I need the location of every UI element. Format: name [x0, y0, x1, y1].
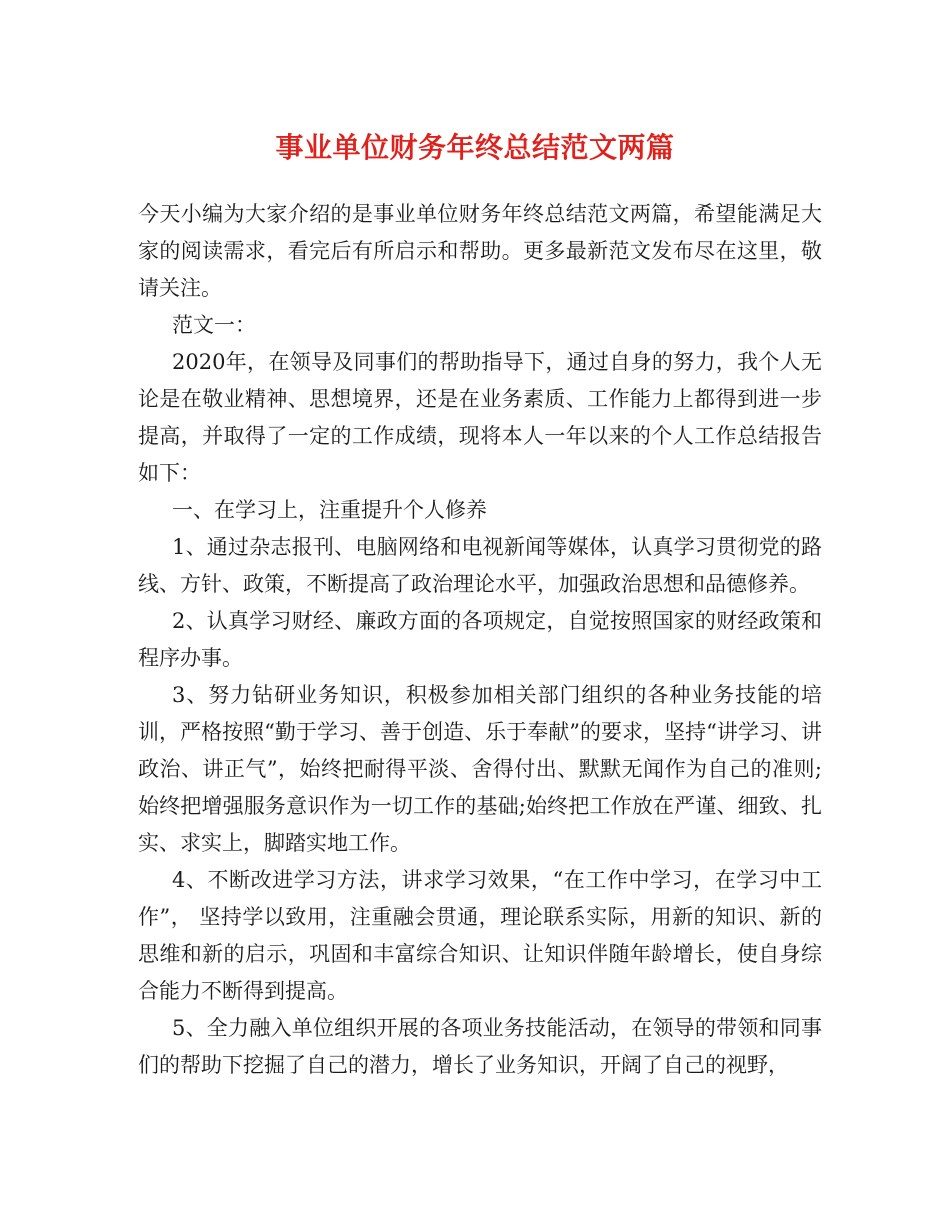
- sample-one-heading: 范文一：: [172, 313, 256, 337]
- list-item-5: 5、全力融入单位组织开展的各项业务技能活动，在领导的带领和同事们的帮助下挖掘了自己的潜力，增长了业务知识，开阔了自己的视野，: [138, 1016, 822, 1077]
- list-item-3: 3、努力钻研业务知识，积极参加相关部门组织的各种业务技能的培训，严格按照“勤于学习、善于创造、乐于奉献”的要求，坚持“讲学习、讲政治、讲正气”，始终把耐得平淡、舍得付出、默默无闻作为自己的准则;始终把增强服务意识作为一切工作的基础;始终把工作放在严谨、细致、扎实、求实上，脚踏实地工作。: [138, 683, 822, 855]
- section-heading: 一、在学习上，注重提升个人修养: [172, 498, 487, 522]
- list-item-2: 2、认真学习财经、廉政方面的各项规定，自觉按照国家的财经政策和程序办事。: [138, 609, 822, 670]
- document-title: 事业单位财务年终总结范文两篇: [275, 131, 675, 164]
- intro-paragraph: 今天小编为大家介绍的是事业单位财务年终总结范文两篇，希望能满足大家的阅读需求，看完后有所启示和帮助。更多最新范文发布尽在这里，敬请关注。: [138, 202, 822, 300]
- body-paragraph: 2020年，在领导及同事们的帮助指导下，通过自身的努力，我个人无论是在敬业精神、思想境界，还是在业务素质、工作能力上都得到进一步提高，并取得了一定的工作成绩，现将本人一年以来的个人工作总结报告如下：: [138, 350, 822, 485]
- document-body: [138, 196, 822, 1084]
- list-item-4: 4、不断改进学习方法，讲求学习效果，“在工作中学习，在学习中工作”， 坚持学以致用，注重融会贯通，理论联系实际，用新的知识、新的思维和新的启示，巩固和丰富综合知识、让知识伴随年龄增长，使自身综合能力不断得到提高。: [138, 868, 822, 1003]
- list-item-1: 1、通过杂志报刊、电脑网络和电视新闻等媒体，认真学习贯彻党的路线、方针、政策，不断提高了政治理论水平，加强政治思想和品德修养。: [138, 535, 822, 596]
